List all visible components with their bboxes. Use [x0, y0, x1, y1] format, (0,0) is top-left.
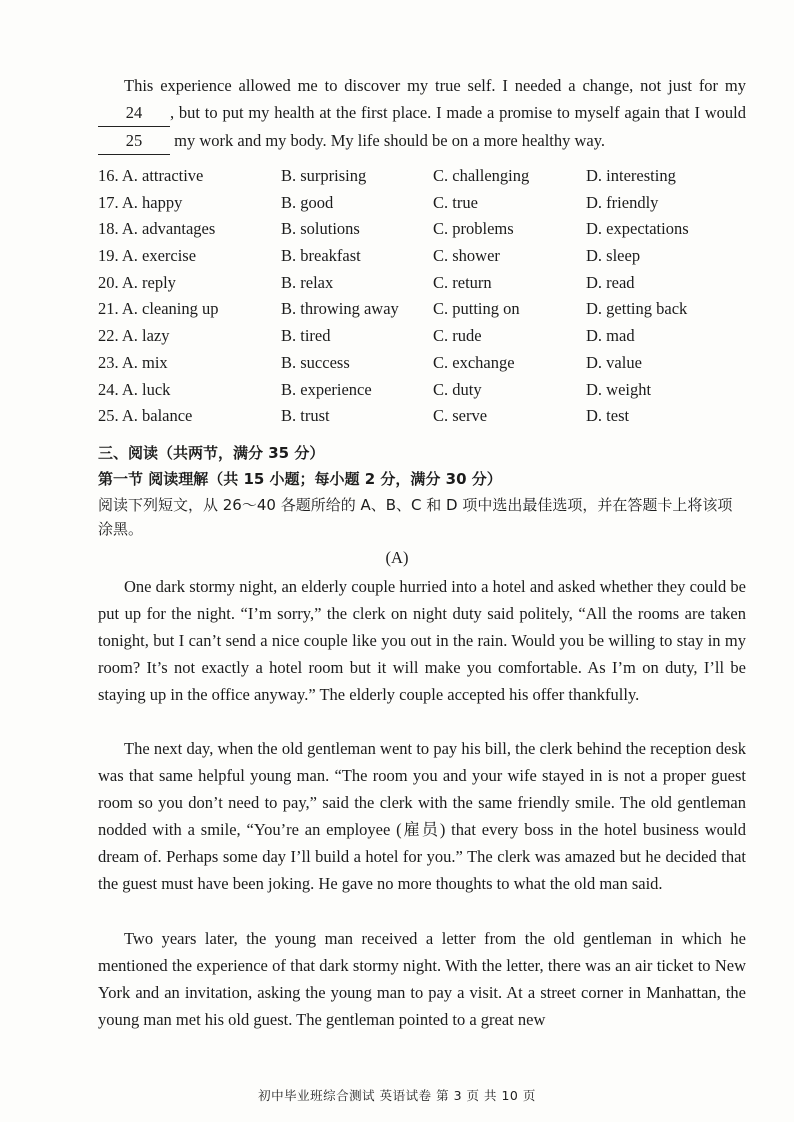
- option-b: B. experience: [281, 379, 372, 399]
- option-a: 17. A. happy: [98, 192, 183, 212]
- option-b: B. trust: [281, 406, 330, 426]
- options-table: [98, 163, 748, 430]
- option-row: [98, 190, 748, 217]
- blank-24: 24: [98, 99, 170, 127]
- option-d: D. weight: [586, 379, 652, 399]
- instructions: 阅读下列短文，从 26～40 各题所给的 A、B、C 和 D 项中选出最佳选项，并在答题卡上将该项涂黑。: [98, 496, 733, 538]
- option-b: B. throwing away: [281, 299, 399, 319]
- intro-text-3: my work and my body. My life should be on a more healthy way.: [170, 131, 606, 150]
- option-d: D. test: [586, 406, 630, 426]
- option-a: 16. A. attractive: [98, 166, 204, 185]
- option-b: B. surprising: [281, 166, 367, 185]
- option-d: D. mad: [586, 326, 635, 346]
- option-row: [98, 270, 748, 297]
- option-c: C. exchange: [433, 352, 515, 372]
- option-row: [98, 163, 748, 190]
- option-c: C. duty: [433, 379, 482, 399]
- option-a: 22. A. lazy: [98, 326, 170, 346]
- option-b: B. breakfast: [281, 246, 361, 266]
- option-row: [98, 377, 748, 404]
- intro-text-2: , but to put my health at the first place. I made a promise to myself again that I would: [170, 103, 746, 122]
- option-b: B. success: [281, 352, 350, 372]
- option-d: D. read: [586, 272, 635, 292]
- option-row: [98, 403, 748, 430]
- option-d: D. expectations: [586, 219, 689, 239]
- option-d: D. interesting: [586, 166, 676, 185]
- option-c: C. problems: [433, 219, 514, 239]
- blank-25: 25: [98, 127, 170, 155]
- option-b: B. tired: [281, 326, 331, 346]
- option-c: C. true: [433, 192, 478, 212]
- option-a: 21. A. cleaning up: [98, 299, 219, 319]
- option-row: [98, 296, 748, 323]
- option-a: 25. A. balance: [98, 406, 193, 426]
- option-a: 19. A. exercise: [98, 246, 197, 266]
- passage-paragraph: The next day, when the old gentleman went to pay his bill, the clerk behind the reception desk was that same helpful young man. “The room you and your wife stayed in is not a proper guest room so you don’t need to pay,” said the clerk with the same friendly smile. The old gentleman nodded with a smile, “You’re an employee (雇员) that every boss in the hotel business would dream of. Perhaps some day I’ll build a hotel for you.” The clerk was amazed but he decided that the guest must have been joking. He gave no more thoughts to what the old man said.: [98, 739, 746, 893]
- option-d: D. sleep: [586, 246, 641, 266]
- option-d: D. value: [586, 352, 642, 372]
- option-d: D. friendly: [586, 192, 659, 212]
- option-c: C. rude: [433, 326, 482, 346]
- option-c: C. shower: [433, 246, 500, 266]
- passage-label: (A): [385, 548, 409, 567]
- passage-paragraph: One dark stormy night, an elderly couple hurried into a hotel and asked whether they could be put up for the night. “I’m sorry,” the clerk on night duty said politely, “All the rooms are taken tonight, but I can’t send a nice couple like you out in the rain. Would you be willing to stay in my room? It’s not exactly a hotel room but it will make you comfortable. As I’m on duty, I’ll be staying up in the office anyway.” The elderly couple accepted his offer thankfully.: [98, 577, 746, 704]
- passage-paragraph: Two years later, the young man received a letter from the old gentleman in which he mentioned the experience of that dark stormy night. With the letter, there was an air ticket to New York and an invitation, asking the young man to pay a visit. At a street corner in Manhattan, the young man met his old guest. The gentleman pointed to a great new: [98, 929, 746, 1029]
- option-a: 20. A. reply: [98, 272, 176, 292]
- option-row: [98, 216, 748, 243]
- page-footer: 初中毕业班综合测试 英语试卷 第 3 页 共 10 页: [258, 1088, 536, 1103]
- option-b: B. solutions: [281, 219, 360, 239]
- subsection-title: 第一节 阅读理解（共 15 小题；每小题 2 分，满分 30 分）: [98, 470, 502, 488]
- option-c: C. putting on: [433, 299, 520, 319]
- option-b: B. relax: [281, 272, 334, 292]
- intro-paragraph: [98, 72, 746, 155]
- option-c: C. return: [433, 272, 492, 292]
- option-d: D. getting back: [586, 299, 688, 319]
- option-c: C. challenging: [433, 166, 530, 185]
- option-row: [98, 243, 748, 270]
- section-title: 三、阅读（共两节，满分 35 分）: [98, 444, 325, 462]
- option-a: 23. A. mix: [98, 352, 168, 372]
- option-c: C. serve: [433, 406, 488, 426]
- option-b: B. good: [281, 192, 334, 212]
- option-a: 18. A. advantages: [98, 219, 216, 239]
- option-row: [98, 350, 748, 377]
- intro-text-1: This experience allowed me to discover my true self. I needed a change, not just for my: [124, 76, 746, 95]
- option-row: [98, 323, 748, 350]
- option-a: 24. A. luck: [98, 379, 171, 399]
